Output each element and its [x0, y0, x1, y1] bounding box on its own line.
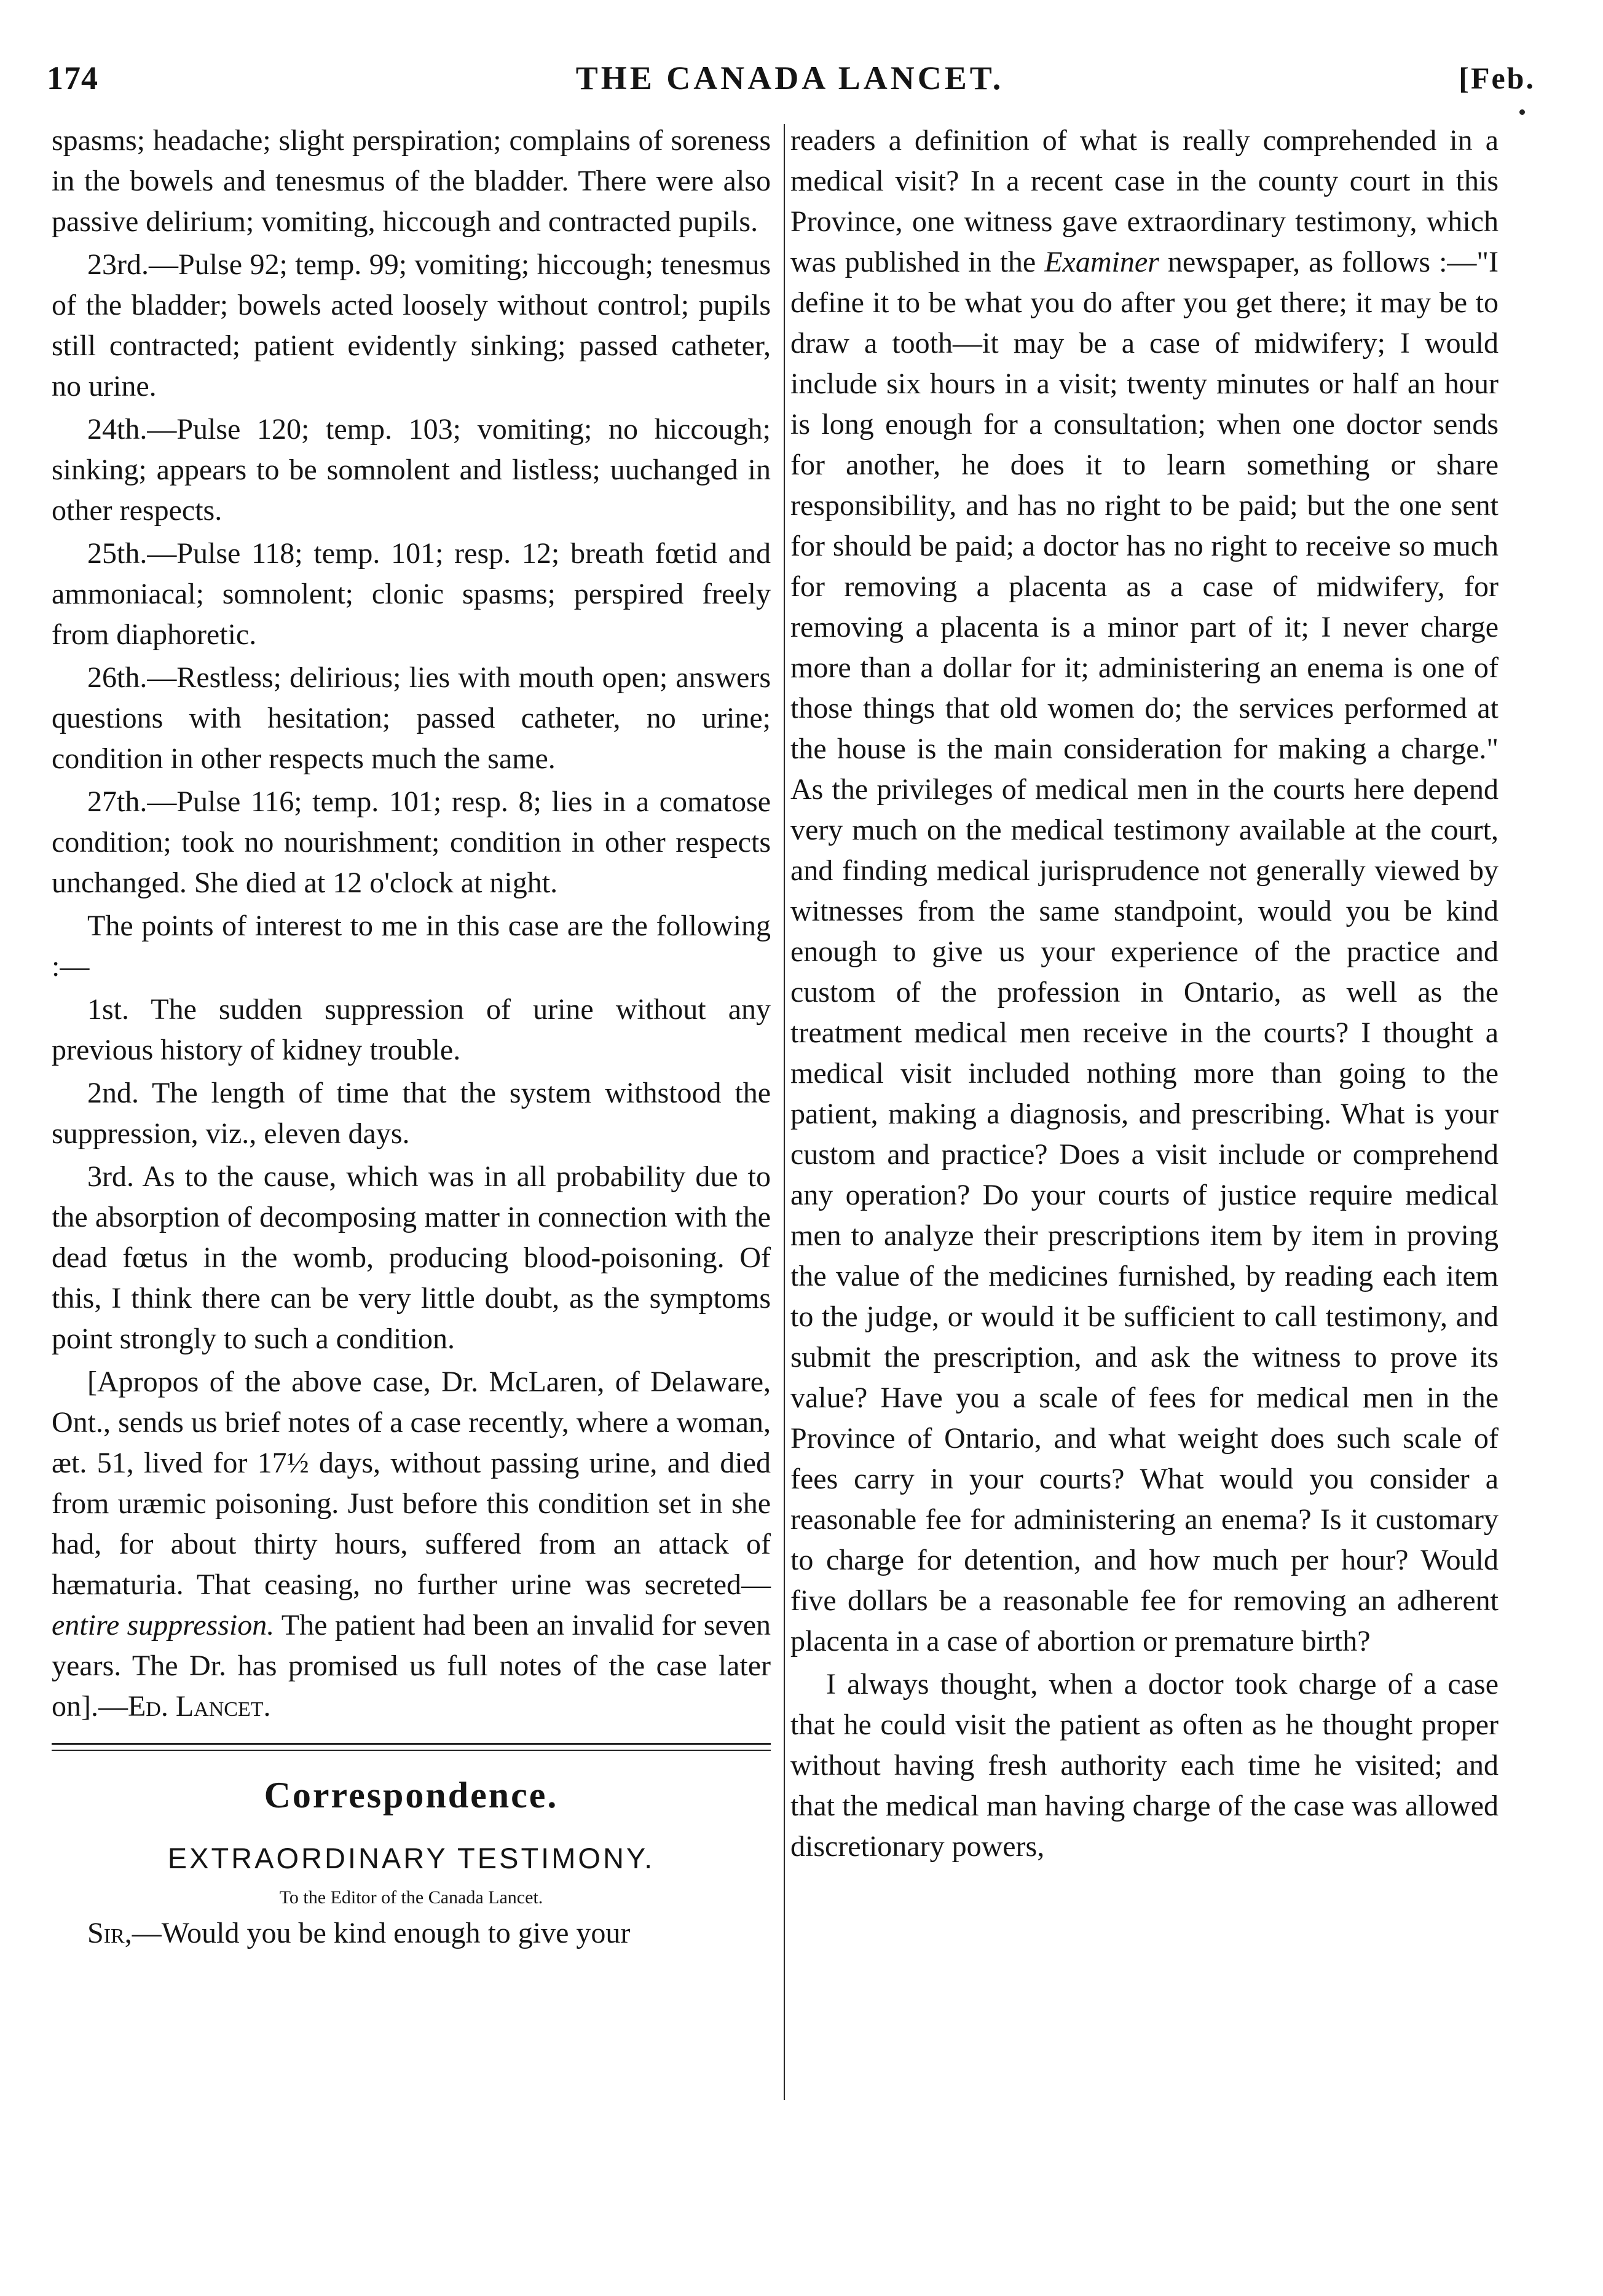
editor-note: [52, 1362, 771, 1727]
letter-opening: [52, 1913, 771, 1954]
case-paragraph: 2nd. The length of time that the system withstood the suppression, viz., eleven days.: [52, 1077, 771, 1150]
letter-title: EXTRAORDINARY TESTIMONY.: [167, 1842, 655, 1874]
issue-month: [Feb.: [1459, 61, 1535, 95]
letter-opening-text: —Would you be kind enough to give your: [132, 1917, 631, 1949]
case-paragraph: The points of interest to me in this case are the following :—: [52, 910, 771, 983]
newspaper-name: Examiner: [1044, 246, 1159, 278]
editor-note-text: [Apropos of the above case, Dr. McLaren, of Delaware, Ont., sends us brief notes of a case recently, where a woman, æt. 51, lived for 17½ days, without passing urine, and died from uræmic poisoning. Just before this condition set in she had, for about thirty hours, suffered from an attack of hæmaturia. That ceasing, no further urine was secreted—: [52, 1366, 771, 1601]
editor-note-text-end: The patient had been an invalid for seven years. The Dr. has promised us full notes of the case later on].—: [52, 1609, 771, 1723]
section-heading: Correspondence.: [264, 1775, 559, 1815]
section-divider: [52, 1743, 771, 1751]
journal-title: THE CANADA LANCET.: [575, 60, 1004, 96]
left-column: [52, 120, 771, 1954]
editor-signature: Ed. Lancet.: [127, 1690, 271, 1723]
case-paragraph: 25th.—Pulse 118; temp. 101; resp. 12; breath fœtid and ammoniacal; somnolent; clonic spasms; perspired freely from diaphoretic.: [52, 537, 771, 651]
letter-salutation: Sir,: [87, 1917, 132, 1949]
column-divider: [784, 124, 785, 2100]
page-number: 174: [47, 60, 98, 96]
case-paragraph: 3rd. As to the cause, which was in all probability due to the absorption of decomposing matter in connection with the dead fœtus in the womb, producing blood-poisoning. Of this, I think there can be very little doubt, as the symptoms point strongly to such a condition.: [52, 1160, 771, 1355]
printer-mark: [1519, 109, 1525, 115]
case-paragraph: 27th.—Pulse 116; temp. 101; resp. 8; lies in a comatose condition; took no nourishment; condition in other respects unchanged. She died at 12 o'clock at night.: [52, 785, 771, 899]
divider-line-thin: [52, 1750, 771, 1751]
letter-addressee: To the Editor of the Canada Lancet.: [279, 1887, 543, 1908]
running-header: [44, 50, 1535, 106]
letter-text: readers a definition of what is really comprehended in a medical visit? In a recent case in the county court in this Province, one witness gave extraordinary testimony, which was published in the: [790, 124, 1499, 278]
letter-paragraph: I always thought, when a doctor took charge of a case that he could visit the patient as often as he thought proper without having fresh authority each time he visited; and that the medical man having charge of the case was allowed discretionary powers,: [790, 1668, 1499, 1863]
editor-note-emphasis: entire suppression.: [52, 1609, 275, 1641]
case-paragraph: 24th.—Pulse 120; temp. 103; vomiting; no hiccough; sinking; appears to be somnolent and listless; uuchanged in other respects.: [52, 413, 771, 527]
divider-line-thick: [52, 1743, 771, 1745]
case-paragraph: spasms; headache; slight perspiration; complains of soreness in the bowels and tenesmus of the bladder. There were also passive delirium; vomiting, hiccough and contracted pupils.: [52, 124, 771, 238]
letter-text-continued: newspaper, as follows :—"I define it to be what you do after you get there; it may be to draw a tooth—it may be a case of midwifery; I would include six hours in a visit; twenty minutes or half an hour is long enough for a consultation; when one doctor sends for another, he does it to learn something or share responsibility, and has no right to be paid; but the one sent for should be paid; a doctor has no right to receive so much for removing a placenta as a case of midwifery, for removing a placenta is a minor part of it; I never charge more than a dollar for it; administering an enema is one of those things that old women do; the services performed at the house is the main consideration for making a charge." As the privileges of medical men in the courts here depend very much on the medical testimony available at the court, and finding medical jurisprudence not generally viewed by witnesses from the same standpoint, would you be kind enough to give us your experience of the practice and custom of the profession in Ontario, as well as the treatment medical men receive in the courts? I thought a medical visit included nothing more than going to the patient, making a diagnosis, and prescribing. What is your custom and practice? Does a visit include or comprehend any operation? Do your courts of justice require medical men to analyze their prescriptions item by item in proving the value of the medicines furnished, by reading each item to the judge, or would it be sufficient to call testimony, and submit the prescription, and ask the witness to prove its value? Have you a scale of fees for medical men in the Province of Ontario, and what weight does such scale of fees carry in your courts? What would you consider a reasonable fee for administering an enema? Is it customary to charge for detention, and how much per hour? Would five dollars be a reasonable fee for removing an adherent placenta in a case of abortion or premature birth?: [790, 246, 1499, 1657]
case-paragraph: 26th.—Restless; delirious; lies with mouth open; answers questions with hesitation; passed catheter, no urine; condition in other respects much the same.: [52, 661, 771, 775]
case-paragraph: 1st. The sudden suppression of urine without any previous history of kidney trouble.: [52, 993, 771, 1066]
right-column: [790, 120, 1499, 1867]
letter-paragraph: [790, 120, 1499, 1662]
case-paragraph: 23rd.—Pulse 92; temp. 99; vomiting; hiccough; tenesmus of the bladder; bowels acted loosely without control; pupils still contracted; patient evidently sinking; passed catheter, no urine.: [52, 248, 771, 403]
